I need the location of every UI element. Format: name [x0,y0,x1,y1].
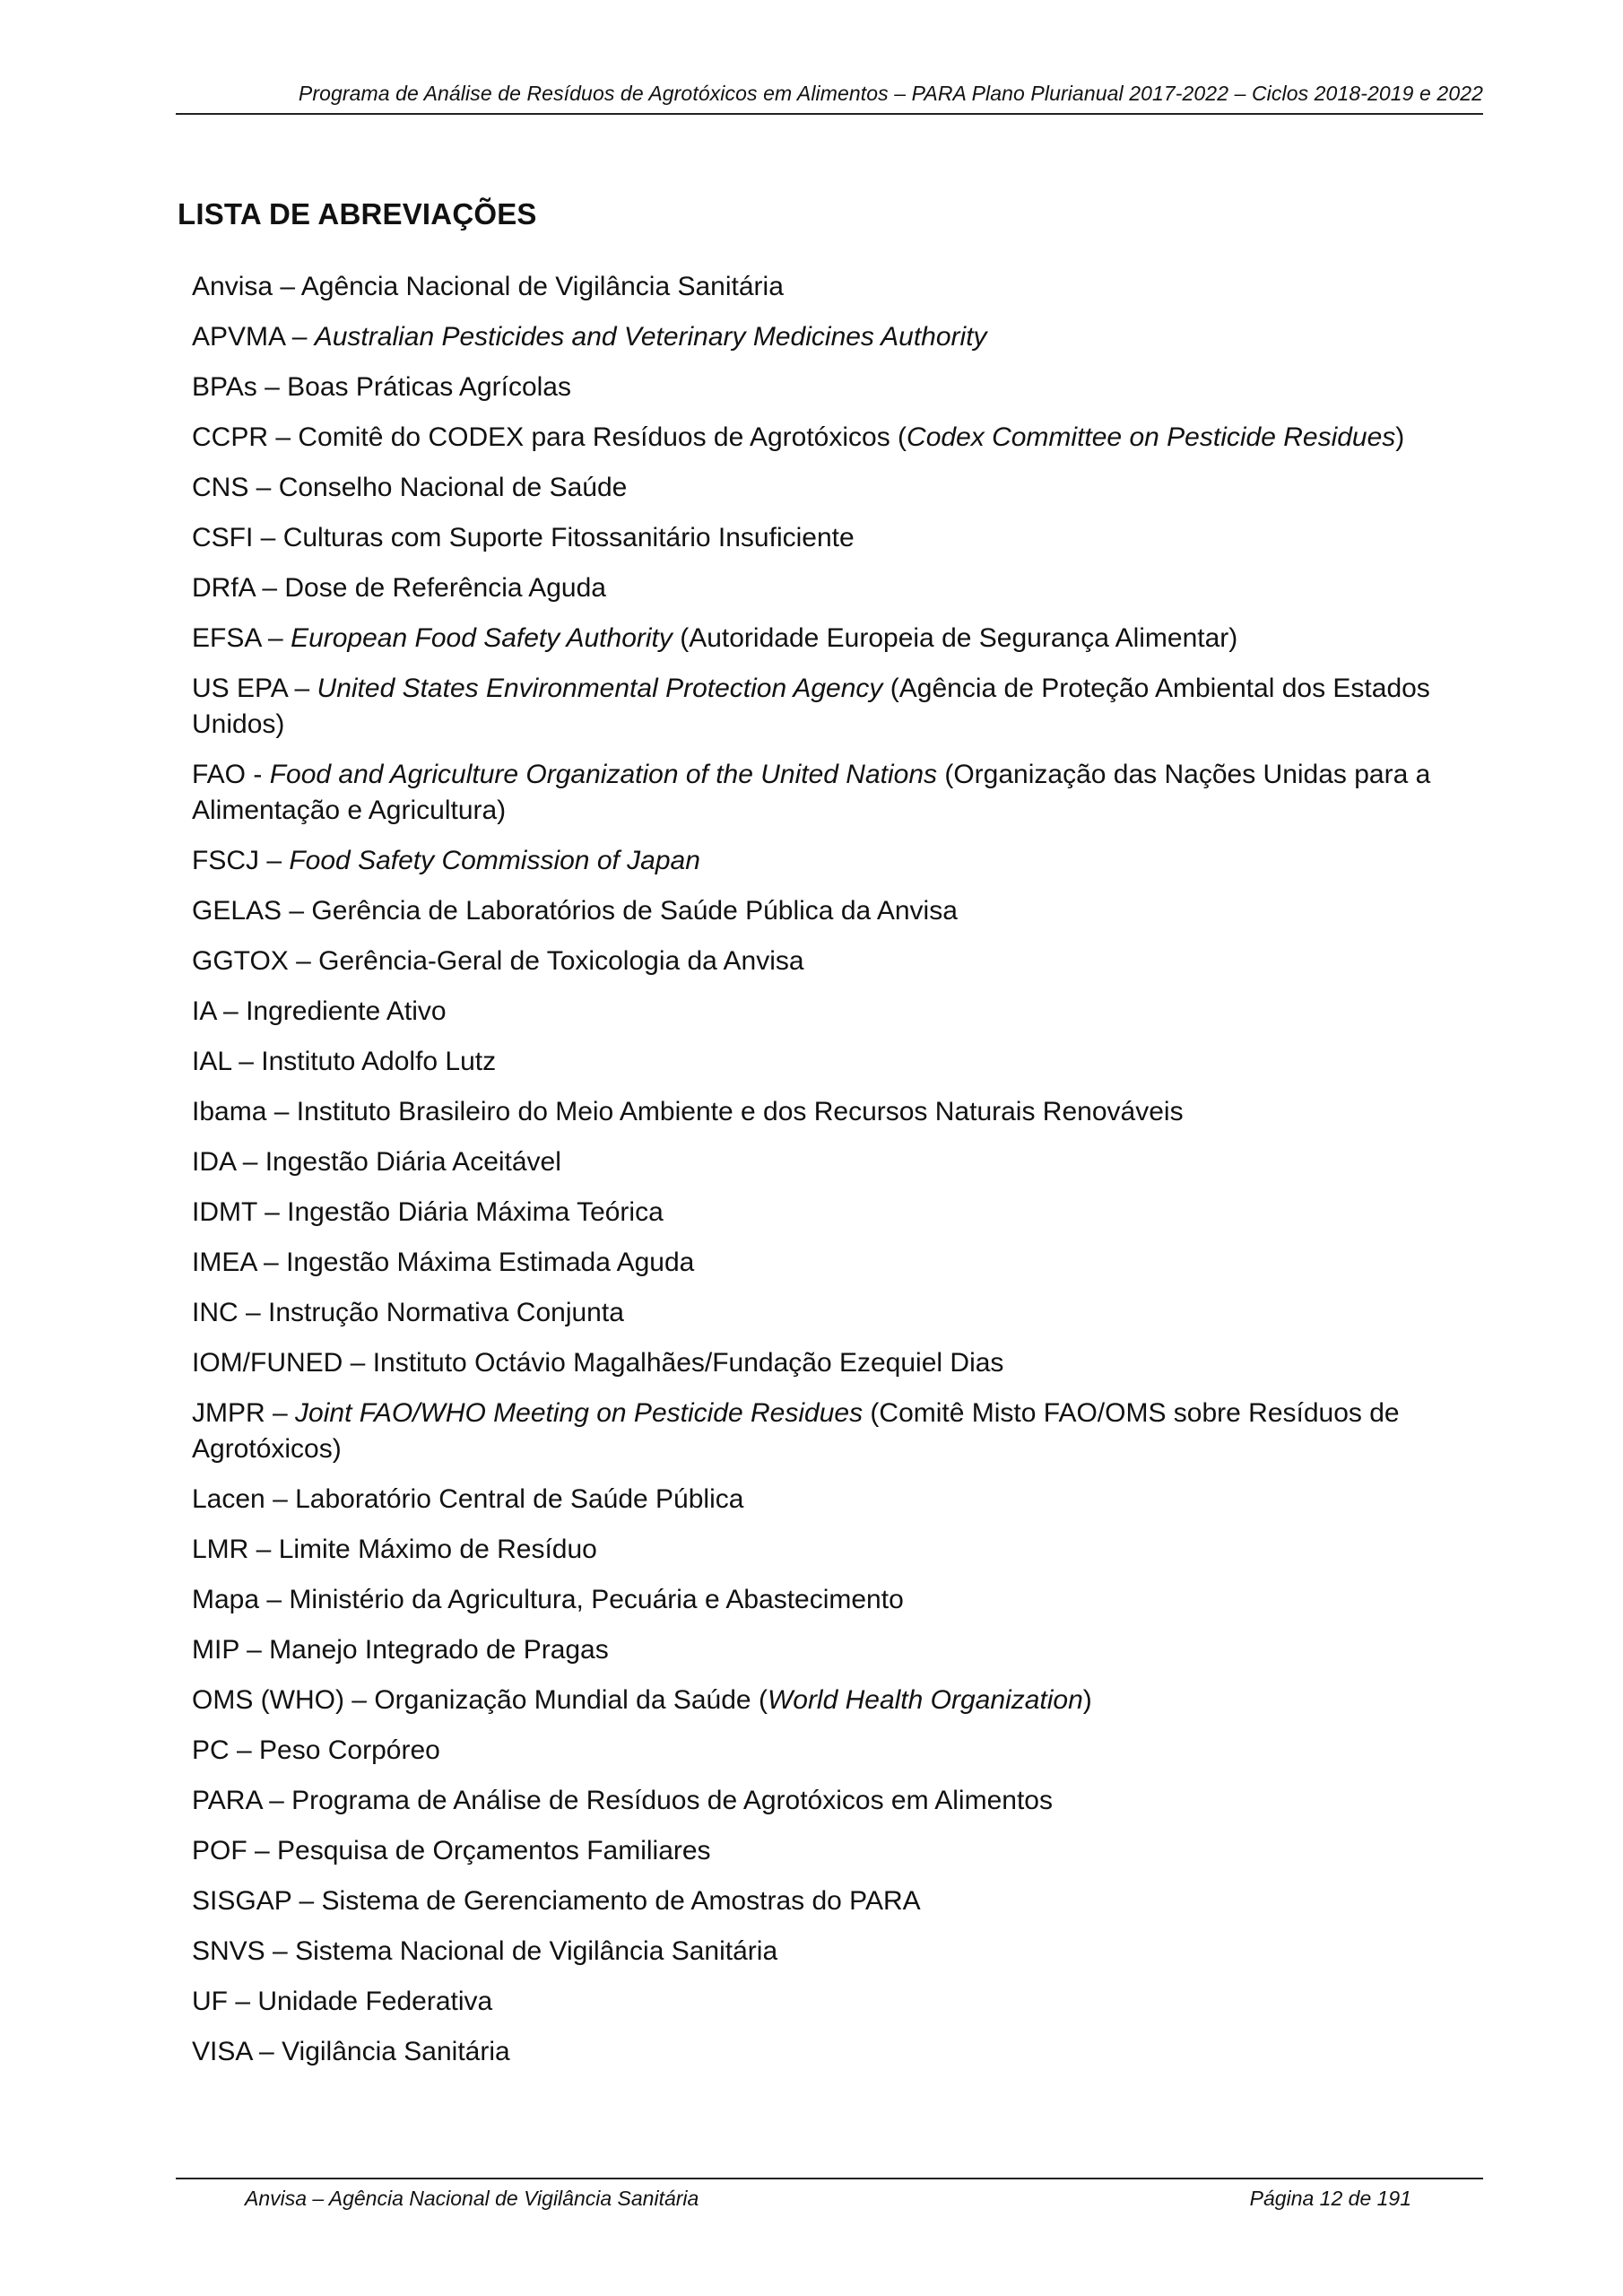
abbreviation-separator: – [256,372,288,402]
abbreviation-code: INC [192,1298,239,1327]
abbreviation-separator: – [256,1197,288,1227]
abbreviation-item [192,621,1483,657]
abbreviation-item [192,1245,1483,1281]
abbreviation-definition: Instrução Normativa Conjunta [268,1298,624,1327]
abbreviation-item [192,1984,1483,2020]
abbreviation-item [192,520,1483,556]
abbreviation-definition: Ingrediente Ativo [246,996,447,1026]
abbreviation-definition: Limite Máximo de Resíduo [278,1535,597,1564]
abbreviation-item [192,671,1483,743]
abbreviation-definition: Ingestão Diária Máxima Teórica [287,1197,664,1227]
abbreviation-separator: – [261,1786,292,1815]
abbreviation-separator: - [246,760,270,789]
abbreviation-definition: (Organização das Nações Unidas para a Alimentação e Agricultura) [192,760,1431,825]
abbreviation-separator: – [266,1097,297,1126]
abbreviation-definition: Gerência de Laboratórios de Saúde Pública da Anvisa [311,896,958,926]
abbreviation-item [192,370,1483,405]
abbreviation-separator: – [284,322,315,352]
abbreviation-separator: – [253,523,283,552]
abbreviation-code: APVMA [192,322,285,352]
abbreviation-definition: Sistema de Gerenciamento de Amostras do PARA [321,1886,921,1916]
abbreviation-separator: – [235,1147,265,1177]
abbreviation-code: US EPA [192,674,288,703]
abbreviation-item [192,1833,1483,1869]
abbreviation-item [192,1934,1483,1970]
header-text: Programa de Análise de Resíduos de Agrotóxicos em Alimentos – PARA Plano Plurianual 2017-2022 – Ciclos 2018-2019 e 2022 [298,82,1483,105]
abbreviation-code: POF [192,1836,247,1866]
abbreviation-separator: – [343,1348,373,1378]
abbreviation-item [192,1632,1483,1668]
abbreviation-item [192,1144,1483,1180]
abbreviation-definition: Programa de Análise de Resíduos de Agrotóxicos em Alimentos [291,1786,1053,1815]
abbreviation-separator: – [268,422,299,452]
abbreviation-term-italic: Australian Pesticides and Veterinary Medicines Authority [314,322,987,352]
abbreviation-item [192,1883,1483,1919]
section-title: LISTA DE ABREVIAÇÕES [178,197,537,230]
abbreviation-separator: – [343,1685,375,1715]
abbreviation-code: OMS (WHO) [192,1685,344,1715]
abbreviation-code: IMEA [192,1248,256,1277]
abbreviation-code: IDA [192,1147,236,1177]
abbreviation-separator: – [215,996,247,1026]
abbreviation-definition: (Agência de Proteção Ambiental dos Estados Unidos) [192,674,1430,739]
abbreviation-definition: Vigilância Sanitária [282,2037,510,2066]
abbreviation-definition: Gerência-Geral de Toxicologia da Anvisa [318,946,804,976]
abbreviation-separator: – [287,674,317,703]
abbreviation-code: BPAs [192,372,257,402]
abbreviation-term-italic: Food and Agriculture Organization of the United Nations [269,760,938,789]
abbreviation-definition: Peso Corpóreo [259,1735,440,1765]
abbreviation-separator: – [265,1484,296,1514]
abbreviation-code: LMR [192,1535,249,1564]
abbreviation-definition: Boas Práticas Agrícolas [287,372,571,402]
abbreviation-definition: Manejo Integrado de Pragas [269,1635,609,1665]
abbreviation-item [192,1683,1483,1718]
abbreviation-item [192,1532,1483,1568]
abbreviation-term-italic: European Food Safety Authority [291,623,673,653]
abbreviation-separator: – [248,473,279,502]
abbreviation-item [192,1733,1483,1769]
abbreviation-separator: – [251,2037,282,2066]
abbreviation-code: Ibama [192,1097,267,1126]
abbreviation-code: Lacen [192,1484,265,1514]
abbreviation-separator: – [239,1635,270,1665]
abbreviation-item [192,893,1483,929]
abbreviation-code: EFSA [192,623,261,653]
abbreviation-definition: Dose de Referência Aguda [284,573,606,603]
abbreviation-definition: Ministério da Agricultura, Pecuária e Abastecimento [289,1585,904,1614]
abbreviation-separator: – [265,1936,296,1966]
abbreviation-definition: Ingestão Máxima Estimada Aguda [286,1248,695,1277]
abbreviation-term-italic: World Health Organization [767,1685,1083,1715]
abbreviation-definition: Culturas com Suporte Fitossanitário Insuficiente [282,523,855,552]
abbreviation-item [192,1195,1483,1231]
abbreviation-definition: Instituto Brasileiro do Meio Ambiente e dos Recursos Naturais Renováveis [296,1097,1184,1126]
page-footer [176,2178,1483,2210]
abbreviation-separator: – [255,573,285,603]
abbreviation-definition: Laboratório Central de Saúde Pública [295,1484,744,1514]
abbreviation-item [192,1396,1483,1467]
abbreviation-definition: Instituto Octávio Magalhães/Fundação Ezequiel Dias [372,1348,1004,1378]
abbreviation-code: GELAS [192,896,282,926]
abbreviation-term-italic: United States Environmental Protection Agency [317,674,883,703]
abbreviation-separator: – [265,1398,296,1428]
abbreviation-item [192,2034,1483,2070]
abbreviation-item [192,1482,1483,1518]
abbreviation-separator: – [259,1585,290,1614]
abbreviation-item [192,269,1483,305]
abbreviation-code: IDMT [192,1197,257,1227]
abbreviation-code: SNVS [192,1936,265,1966]
footer-page-number: Página 12 de 191 [1249,2187,1411,2210]
abbreviation-item [192,843,1483,879]
abbreviation-code: JMPR [192,1398,265,1428]
abbreviation-item [192,994,1483,1030]
abbreviation-definition: (Autoridade Europeia de Segurança Alimentar) [672,623,1238,653]
abbreviation-item [192,420,1483,456]
abbreviation-code: DRfA [192,573,256,603]
abbreviation-code: Mapa [192,1585,260,1614]
abbreviation-closing: ) [1395,422,1405,452]
abbreviation-definition: Organização Mundial da Saúde ( [374,1685,768,1715]
abbreviation-definition: Sistema Nacional de Vigilância Sanitária [295,1936,778,1966]
abbreviation-term-italic: Codex Committee on Pesticide Residues [907,422,1396,452]
abbreviation-item [192,1094,1483,1130]
abbreviation-definition: Comitê do CODEX para Resíduos de Agrotóxicos ( [298,422,907,452]
abbreviation-definition: Agência Nacional de Vigilância Sanitária [300,272,784,301]
abbreviation-separator: – [228,1987,258,2016]
abbreviation-code: FSCJ [192,846,259,875]
abbreviation-code: CNS [192,473,249,502]
abbreviation-item [192,944,1483,979]
abbreviation-item [192,1295,1483,1331]
abbreviation-separator: – [273,272,301,301]
abbreviation-definition: Pesquisa de Orçamentos Familiares [277,1836,711,1866]
abbreviation-definition: Conselho Nacional de Saúde [278,473,628,502]
abbreviation-code: CCPR [192,422,269,452]
abbreviation-item [192,1582,1483,1618]
abbreviation-item [192,1345,1483,1381]
abbreviation-closing: ) [1082,1685,1092,1715]
abbreviation-code: SISGAP [192,1886,292,1916]
abbreviation-item [192,319,1483,355]
abbreviation-separator: – [238,1298,269,1327]
abbreviation-code: IAL [192,1047,231,1076]
abbreviation-definition: Instituto Adolfo Lutz [261,1047,497,1076]
abbreviation-separator: – [256,1248,287,1277]
abbreviation-code: Anvisa [192,272,273,301]
abbreviation-separator: – [291,1886,322,1916]
abbreviation-separator: – [230,1047,262,1076]
abbreviation-term-italic: Food Safety Commission of Japan [289,846,700,875]
abbreviation-code: GGTOX [192,946,289,976]
abbreviation-separator: – [248,1535,279,1564]
abbreviation-code: VISA [192,2037,252,2066]
abbreviation-code: IOM/FUNED [192,1348,343,1378]
abbreviation-code: FAO [192,760,247,789]
abbreviation-definition: Unidade Federativa [257,1987,493,2016]
footer-agency-name: Anvisa – Agência Nacional de Vigilância Sanitária [245,2187,699,2210]
abbreviation-item [192,1044,1483,1080]
abbreviation-separator: – [282,896,312,926]
page-header [176,77,1483,115]
abbreviation-item [192,570,1483,606]
abbreviation-code: CSFI [192,523,254,552]
abbreviation-separator: – [259,846,290,875]
abbreviation-separator: – [229,1735,260,1765]
abbreviation-separator: – [247,1836,278,1866]
abbreviation-definition: (Comitê Misto FAO/OMS sobre Resíduos de Agrotóxicos) [192,1398,1400,1464]
abbreviation-separator: – [260,623,291,653]
abbreviation-item [192,757,1483,829]
abbreviation-code: MIP [192,1635,239,1665]
abbreviation-item [192,1783,1483,1819]
abbreviation-list [192,269,1483,2084]
abbreviation-separator: – [288,946,319,976]
abbreviation-code: PARA [192,1786,262,1815]
abbreviation-code: UF [192,1987,228,2016]
abbreviation-definition: Ingestão Diária Aceitável [265,1147,561,1177]
abbreviation-code: PC [192,1735,230,1765]
abbreviation-term-italic: Joint FAO/WHO Meeting on Pesticide Residues [295,1398,864,1428]
abbreviation-code: IA [192,996,216,1026]
abbreviation-item [192,470,1483,506]
